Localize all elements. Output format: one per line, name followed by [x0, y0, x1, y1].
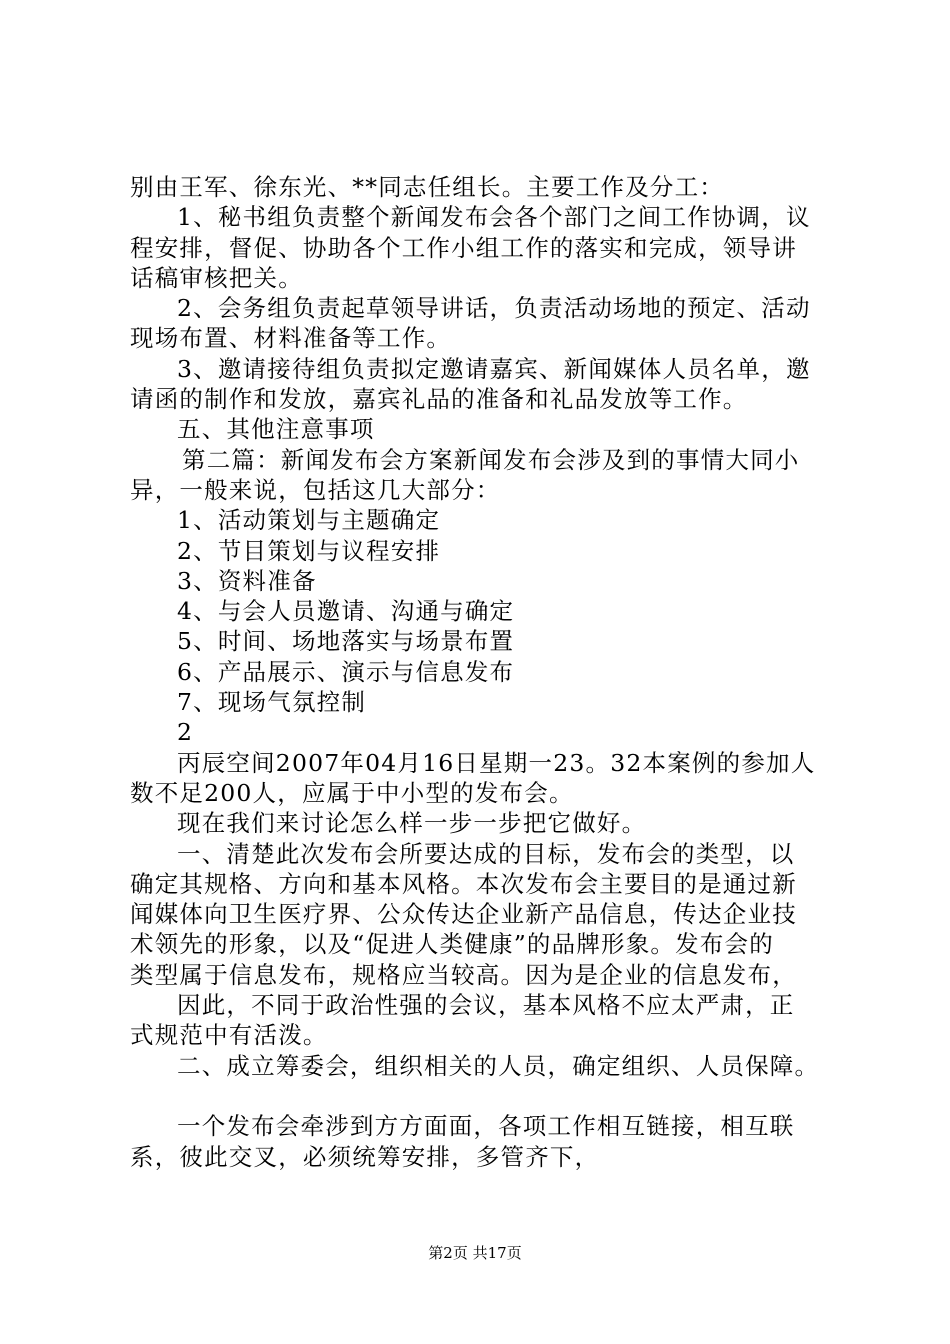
text-line: 系，彼此交叉，必须统筹安排，多管齐下， — [130, 1142, 600, 1171]
list-item: 3、资料准备 — [177, 566, 317, 595]
blank-line — [130, 1081, 850, 1111]
list-item: 2、节目策划与议程安排 — [177, 536, 441, 565]
list-item: 1、活动策划与主题确定 — [177, 506, 441, 535]
list-item: 6、产品展示、演示与信息发布 — [177, 657, 515, 686]
text-line: 1、秘书组负责整个新闻发布会各个部门之间工作协调，议 — [177, 203, 811, 232]
text-line: 现场布置、材料准备等工作。 — [130, 324, 452, 353]
text-line: 类型属于信息发布，规格应当较高。因为是企业的信息发布， — [130, 960, 797, 989]
text-line: 程安排，督促、协助各个工作小组工作的落实和完成，领导讲 — [130, 233, 797, 262]
text-line: 2、会务组负责起草领导讲话，负责活动场地的预定、活动 — [177, 294, 811, 323]
list-item: 7、现场气氛控制 — [177, 688, 367, 717]
text-line: 一个发布会牵涉到方方面面，各项工作相互链接，相互联 — [177, 1112, 795, 1141]
text-line: 术领先的形象，以及“促进人类健康”的品牌形象。发布会的 — [130, 930, 774, 959]
text-line: 丙辰空间2007年04月16日星期一23。32本案例的参加人 — [177, 748, 816, 777]
text-line: 确定其规格、方向和基本风格。本次发布会主要目的是通过新 — [130, 869, 797, 898]
list-item: 5、时间、场地落实与场景布置 — [177, 627, 515, 656]
text-line: 闻媒体向卫生医疗界、公众传达企业新产品信息，传达企业技 — [130, 900, 797, 929]
text-line: 二、成立筹委会，组织相关的人员，确定组织、人员保障。 — [177, 1051, 820, 1080]
inline-page-number: 2 — [177, 718, 194, 747]
text-line: 第二篇：新闻发布会方案新闻发布会涉及到的事情大同小 — [182, 445, 800, 474]
text-line: 异，一般来说，包括这几大部分： — [130, 475, 501, 504]
text-line: 别由王军、徐东光、**同志任组长。主要工作及分工： — [130, 173, 724, 201]
text-line: 一、清楚此次发布会所要达成的目标，发布会的类型，以 — [177, 839, 795, 868]
text-line: 数不足200人，应属于中小型的发布会。 — [130, 778, 574, 807]
text-line: 式规范中有活泼。 — [130, 1021, 328, 1050]
text-line: 3、邀请接待组负责拟定邀请嘉宾、新闻媒体人员名单，邀 — [177, 354, 811, 383]
text-line: 请函的制作和发放，嘉宾礼品的准备和礼品发放等工作。 — [130, 385, 748, 414]
page-footer: 第2页 共17页 — [428, 1244, 522, 1262]
text-line: 话稿审核把关。 — [130, 263, 303, 292]
list-item: 4、与会人员邀请、沟通与确定 — [177, 597, 515, 626]
text-line: 现在我们来讨论怎么样一步一步把它做好。 — [177, 809, 647, 838]
document-body — [130, 172, 850, 1172]
text-line: 因此，不同于政治性强的会议，基本风格不应太严肃，正 — [177, 991, 795, 1020]
section-heading: 五、其他注意事项 — [177, 415, 375, 444]
